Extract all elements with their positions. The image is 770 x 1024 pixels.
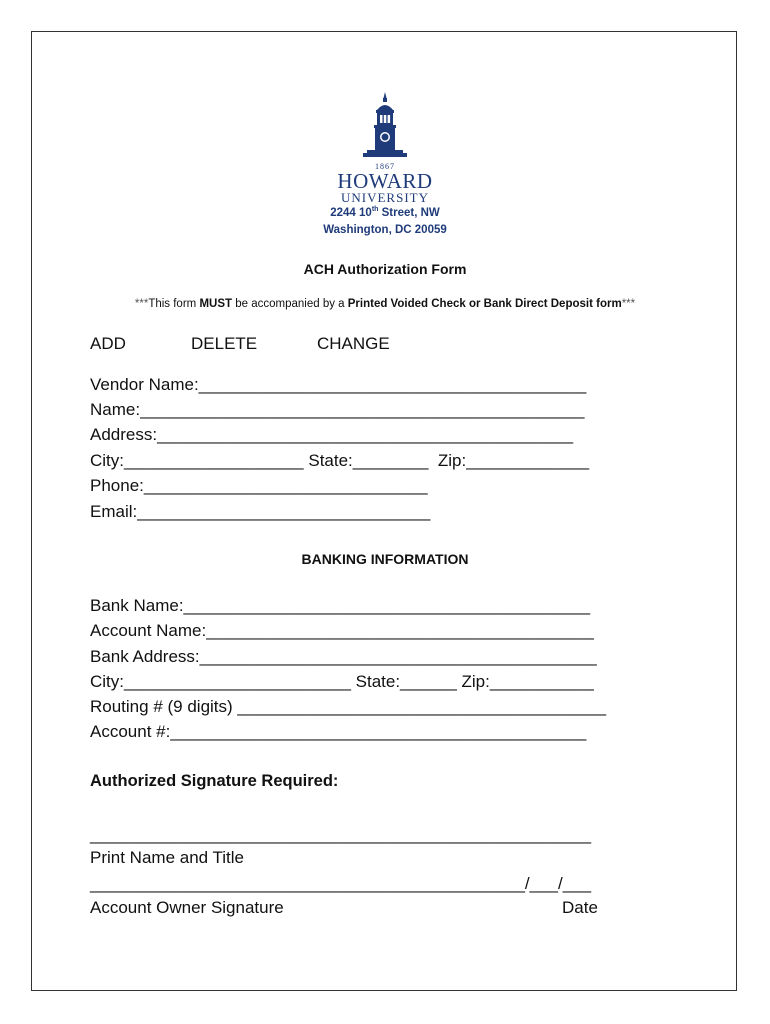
option-delete: DELETE [191, 334, 258, 353]
bank-address-field[interactable]: Bank Address:__________________________________________ [90, 647, 597, 666]
address-city: Washington, DC 20059 [323, 224, 447, 236]
university-logo [0, 92, 770, 205]
print-name-label: Print Name and Title [90, 848, 245, 867]
signature-date-line[interactable]: ______________________________________________/___/___ [90, 874, 592, 893]
logo-subtitle: UNIVERSITY [341, 190, 429, 205]
address-field[interactable]: Address:____________________________________________ [90, 425, 574, 444]
option-add: ADD [90, 334, 126, 353]
form-notice: ***This form MUST be accompanied by a Printed Voided Check or Bank Direct Deposit form*** [134, 298, 636, 310]
city-state-zip-field[interactable]: City:___________________ State:________ Zip:_____________ [90, 451, 590, 470]
print-name-line[interactable]: _____________________________________________________ [90, 825, 592, 844]
signature-heading: Authorized Signature Required: [90, 772, 339, 790]
address-street: 2244 10th Street, NW [330, 206, 440, 219]
account-name-field[interactable]: Account Name:_________________________________________ [90, 621, 594, 640]
clock-tower-icon [355, 92, 415, 160]
vendor-name-field[interactable]: Vendor Name:_________________________________________ [90, 375, 587, 394]
banking-heading: BANKING INFORMATION [301, 551, 469, 567]
phone-field[interactable]: Phone:______________________________ [90, 476, 428, 495]
routing-number-field[interactable]: Routing # (9 digits) _______________________________________ [90, 697, 607, 716]
date-label: Date [562, 898, 598, 917]
owner-signature-label: Account Owner Signature [90, 898, 284, 917]
logo-year: 1867 [375, 162, 395, 171]
logo-name: HOWARD [337, 169, 433, 193]
name-field[interactable]: Name:_______________________________________________ [90, 400, 585, 419]
bank-name-field[interactable]: Bank Name:___________________________________________ [90, 596, 591, 615]
bank-city-state-zip-field[interactable]: City:________________________ State:______ Zip:___________ [90, 672, 594, 691]
account-number-field[interactable]: Account #:____________________________________________ [90, 722, 587, 741]
email-field[interactable]: Email:_______________________________ [90, 502, 431, 521]
form-title: ACH Authorization Form [303, 261, 467, 277]
option-change: CHANGE [317, 334, 390, 353]
